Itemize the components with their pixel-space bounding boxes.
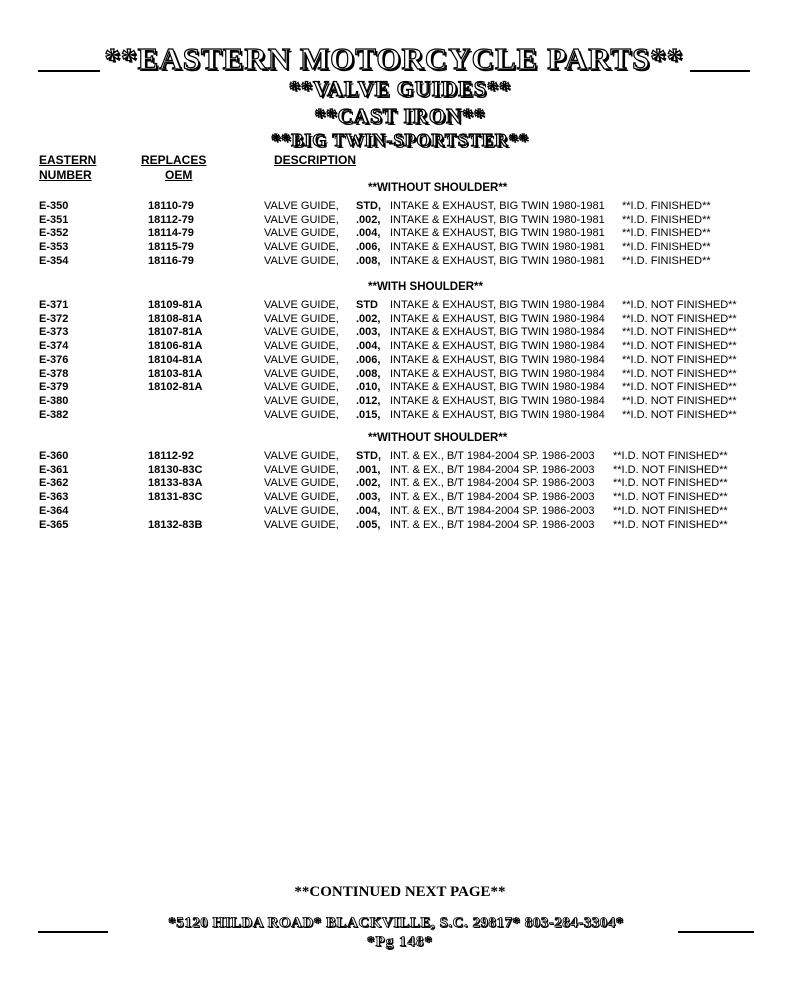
subtitle-valve-guides: **VALVE GUIDES**: [288, 76, 511, 101]
oem-number: 18131-83C: [148, 491, 203, 504]
item-name: VALVE GUIDE,: [264, 254, 339, 267]
item-name: VALVE GUIDE,: [264, 504, 339, 517]
fitment-description: INT. & EX., B/T 1984-2004 SP. 1986-2003: [390, 450, 595, 462]
oem-number: 18114-79: [148, 227, 194, 240]
fitment-description: INT. & EX., B/T 1984-2004 SP. 1986-2003: [390, 463, 595, 476]
page-number: *Pg 148*: [367, 934, 433, 950]
column-header-replaces: REPLACES: [141, 153, 207, 167]
column-header-number: NUMBER: [39, 168, 92, 182]
continued-next-page: **CONTINUED NEXT PAGE**: [294, 884, 506, 900]
fitment-description: INTAKE & EXHAUST, BIG TWIN 1980-1984: [390, 299, 605, 311]
finish-note: **I.D. FINISHED**: [622, 227, 711, 240]
oversize: STD,: [356, 200, 382, 212]
oversize: .012,: [356, 394, 381, 407]
fitment-description: INTAKE & EXHAUST, BIG TWIN 1980-1981: [390, 200, 605, 212]
fitment-description: INT. & EX., B/T 1984-2004 SP. 1986-2003: [390, 491, 595, 504]
oversize: .005,: [356, 518, 381, 531]
fitment-description: INTAKE & EXHAUST, BIG TWIN 1980-1981: [390, 254, 605, 267]
oversize: .008,: [356, 254, 381, 267]
finish-note: **I.D. FINISHED**: [622, 254, 711, 267]
item-name: VALVE GUIDE,: [264, 326, 339, 339]
finish-note: **I.D. FINISHED**: [622, 200, 711, 212]
subtitle-cast-iron: **CAST IRON**: [314, 104, 486, 128]
item-name: VALVE GUIDE,: [264, 200, 339, 212]
section-title: **WITHOUT SHOULDER**: [368, 182, 508, 194]
oem-number: 18109-81A: [148, 299, 203, 311]
item-name: VALVE GUIDE,: [264, 450, 339, 462]
oem-number: 18110-79: [148, 200, 194, 212]
part-number: E-372: [39, 312, 69, 325]
column-header-description: DESCRIPTION: [274, 153, 357, 167]
oversize: STD: [356, 299, 378, 311]
oem-number: 18116-79: [148, 254, 194, 267]
fitment-description: INTAKE & EXHAUST, BIG TWIN 1980-1984: [390, 312, 605, 325]
oem-number: 18112-92: [148, 450, 194, 462]
part-number: E-364: [39, 504, 69, 517]
fitment-description: INTAKE & EXHAUST, BIG TWIN 1980-1981: [390, 241, 605, 254]
finish-note: **I.D. NOT FINISHED**: [622, 353, 737, 366]
finish-note: **I.D. NOT FINISHED**: [622, 326, 737, 339]
oversize: .010,: [356, 381, 381, 394]
oversize: .004,: [356, 227, 381, 240]
oversize: .006,: [356, 353, 381, 366]
item-name: VALVE GUIDE,: [264, 408, 339, 421]
oem-number: 18106-81A: [148, 340, 203, 353]
fitment-description: INTAKE & EXHAUST, BIG TWIN 1980-1981: [390, 213, 605, 226]
oversize: .002,: [356, 312, 381, 325]
finish-note: **I.D. NOT FINISHED**: [622, 394, 737, 407]
oem-number: 18108-81A: [148, 312, 203, 325]
fitment-description: INTAKE & EXHAUST, BIG TWIN 1980-1984: [390, 353, 605, 366]
oem-number: 18132-83B: [148, 518, 203, 531]
finish-note: **I.D. NOT FINISHED**: [622, 299, 737, 311]
part-number: E-352: [39, 227, 69, 240]
part-number: E-378: [39, 367, 69, 380]
item-name: VALVE GUIDE,: [264, 353, 339, 366]
oversize: .001,: [356, 463, 381, 476]
fitment-description: INTAKE & EXHAUST, BIG TWIN 1980-1984: [390, 408, 605, 421]
finish-note: **I.D. NOT FINISHED**: [613, 450, 728, 462]
header-rule-right: [690, 70, 750, 72]
part-number: E-350: [39, 200, 69, 212]
fitment-description: INTAKE & EXHAUST, BIG TWIN 1980-1984: [390, 394, 605, 407]
part-number: E-373: [39, 326, 69, 339]
fitment-description: INTAKE & EXHAUST, BIG TWIN 1980-1984: [390, 340, 605, 353]
part-number: E-360: [39, 450, 69, 462]
item-name: VALVE GUIDE,: [264, 213, 339, 226]
oem-number: 18103-81A: [148, 367, 203, 380]
item-name: VALVE GUIDE,: [264, 340, 339, 353]
item-name: VALVE GUIDE,: [264, 312, 339, 325]
oem-number: 18107-81A: [148, 326, 203, 339]
item-name: VALVE GUIDE,: [264, 463, 339, 476]
oversize: .003,: [356, 326, 381, 339]
footer-rule-right: [678, 931, 754, 933]
item-name: VALVE GUIDE,: [264, 394, 339, 407]
part-number: E-351: [39, 213, 69, 226]
section-title: **WITH SHOULDER**: [368, 281, 484, 293]
item-name: VALVE GUIDE,: [264, 367, 339, 380]
oversize: .003,: [356, 491, 381, 504]
column-header-eastern: EASTERN: [39, 153, 97, 167]
finish-note: **I.D. NOT FINISHED**: [613, 504, 728, 517]
finish-note: **I.D. NOT FINISHED**: [622, 312, 737, 325]
oversize: .008,: [356, 367, 381, 380]
part-number: E-353: [39, 241, 69, 254]
part-number: E-382: [39, 408, 69, 421]
column-header-oem: OEM: [165, 168, 193, 182]
part-number: E-376: [39, 353, 69, 366]
item-name: VALVE GUIDE,: [264, 241, 339, 254]
item-name: VALVE GUIDE,: [264, 381, 339, 394]
oem-number: 18130-83C: [148, 463, 203, 476]
subtitle-big-twin-sportster: **BIG TWIN-SPORTSTER**: [271, 130, 529, 150]
fitment-description: INT. & EX., B/T 1984-2004 SP. 1986-2003: [390, 477, 595, 490]
fitment-description: INTAKE & EXHAUST, BIG TWIN 1980-1984: [390, 381, 605, 394]
page-header: [38, 42, 750, 76]
oem-number: 18104-81A: [148, 353, 203, 366]
part-number: E-354: [39, 254, 69, 267]
part-number: E-362: [39, 477, 69, 490]
finish-note: **I.D. FINISHED**: [622, 213, 711, 226]
item-name: VALVE GUIDE,: [264, 227, 339, 240]
part-number: E-363: [39, 491, 69, 504]
item-name: VALVE GUIDE,: [264, 518, 339, 531]
part-number: E-380: [39, 394, 69, 407]
item-name: VALVE GUIDE,: [264, 299, 339, 311]
oversize: .006,: [356, 241, 381, 254]
finish-note: **I.D. NOT FINISHED**: [613, 491, 728, 504]
oversize: STD,: [356, 450, 382, 462]
page-title: **EASTERN MOTORCYCLE PARTS**: [104, 41, 684, 76]
oem-number: 18112-79: [148, 213, 194, 226]
company-address: *5120 HILDA ROAD* BLACKVILLE, S.C. 29817* 803-284-3304*: [168, 915, 624, 931]
finish-note: **I.D. NOT FINISHED**: [613, 518, 728, 531]
fitment-description: INTAKE & EXHAUST, BIG TWIN 1980-1984: [390, 367, 605, 380]
fitment-description: INT. & EX., B/T 1984-2004 SP. 1986-2003: [390, 518, 595, 531]
part-number: E-371: [39, 299, 69, 311]
oem-number: 18115-79: [148, 241, 194, 254]
finish-note: **I.D. NOT FINISHED**: [622, 381, 737, 394]
item-name: VALVE GUIDE,: [264, 491, 339, 504]
fitment-description: INTAKE & EXHAUST, BIG TWIN 1980-1981: [390, 227, 605, 240]
part-number: E-374: [39, 340, 69, 353]
finish-note: **I.D. NOT FINISHED**: [622, 408, 737, 421]
finish-note: **I.D. NOT FINISHED**: [622, 340, 737, 353]
oversize: .002,: [356, 213, 381, 226]
oem-number: 18102-81A: [148, 381, 203, 394]
oversize: .002,: [356, 477, 381, 490]
page-footer: [38, 913, 754, 935]
part-number: E-379: [39, 381, 69, 394]
finish-note: **I.D. NOT FINISHED**: [613, 477, 728, 490]
fitment-description: INT. & EX., B/T 1984-2004 SP. 1986-2003: [390, 504, 595, 517]
finish-note: **I.D. NOT FINISHED**: [622, 367, 737, 380]
oversize: .015,: [356, 408, 381, 421]
fitment-description: INTAKE & EXHAUST, BIG TWIN 1980-1984: [390, 326, 605, 339]
section-title: **WITHOUT SHOULDER**: [368, 432, 508, 444]
finish-note: **I.D. NOT FINISHED**: [613, 463, 728, 476]
item-name: VALVE GUIDE,: [264, 477, 339, 490]
oversize: .004,: [356, 504, 381, 517]
finish-note: **I.D. FINISHED**: [622, 241, 711, 254]
oem-number: 18133-83A: [148, 477, 203, 490]
oversize: .004,: [356, 340, 381, 353]
part-number: E-365: [39, 518, 69, 531]
part-number: E-361: [39, 463, 69, 476]
